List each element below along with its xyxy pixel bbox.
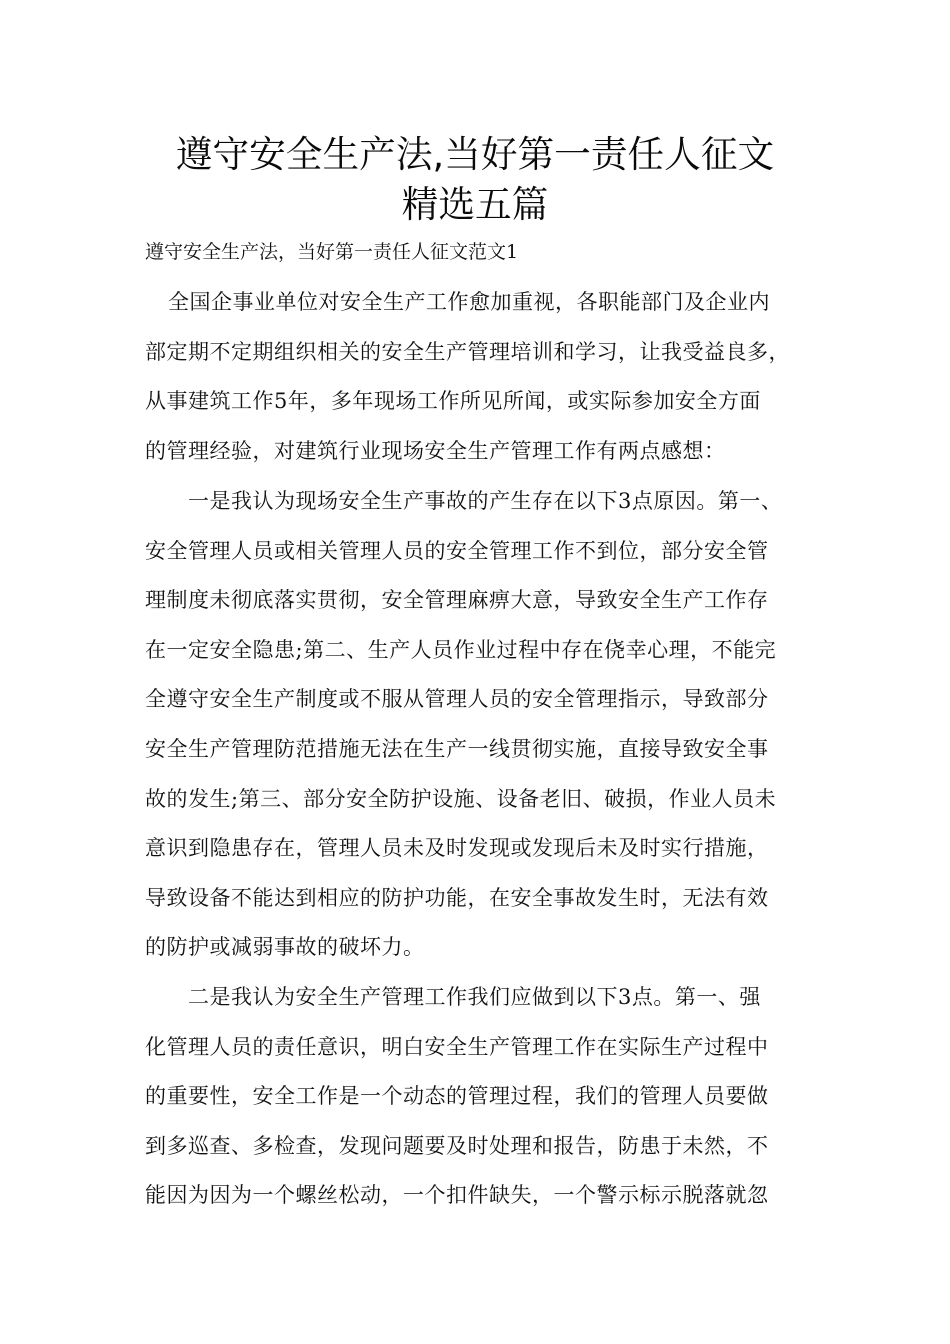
paragraph-1-line-3: 从事建筑工作5年，多年现场工作所见所闻，或实际参加安全方面 [145,389,761,413]
paragraph-2-line-9: 导致设备不能达到相应的防护功能，在安全事故发生时，无法有效 [145,886,769,910]
paragraph-1-line-2: 部定期不定期组织相关的安全生产管理培训和学习，让我受益良多， [145,340,790,364]
paragraph-2-line-10: 的防护或减弱事故的破坏力。 [145,935,425,959]
document-title-line-2: 精选五篇 [401,183,549,226]
paragraph-3-line-2: 化管理人员的责任意识，明白安全生产管理工作在实际生产过程中 [145,1035,769,1059]
paragraph-3-line-4: 到多巡查、多检查，发现问题要及时处理和报告，防患于未然，不 [145,1134,769,1158]
paragraph-3-line-3: 的重要性，安全工作是一个动态的管理过程，我们的管理人员要做 [145,1084,769,1108]
paragraph-1-line-4: 的管理经验，对建筑行业现场安全生产管理工作有两点感想： [145,439,726,463]
paragraph-2-line-1: 一是我认为现场安全生产事故的产生存在以下3点原因。第一、 [188,489,783,513]
paragraph-3-line-5: 能因为因为一个螺丝松动，一个扣件缺失，一个警示标示脱落就忽 [145,1183,769,1207]
paragraph-2-line-6: 安全生产管理防范措施无法在生产一线贯彻实施，直接导致安全事 [145,737,769,761]
section-heading: 遵守安全生产法，当好第一责任人征文范文1 [145,241,519,263]
paragraph-3-line-1: 二是我认为安全生产管理工作我们应做到以下3点。第一、强 [188,985,761,1009]
paragraph-2-line-4: 在一定安全隐患;第二、生产人员作业过程中存在侥幸心理，不能完 [145,638,777,662]
paragraph-2-line-8: 意识到隐患存在，管理人员未及时发现或发现后未及时实行措施， [145,836,769,860]
paragraph-2-line-5: 全遵守安全生产制度或不服从管理人员的安全管理指示，导致部分 [145,687,769,711]
document-title-line-1: 遵守安全生产法,当好第一责任人征文 [175,133,775,176]
paragraph-2-line-3: 理制度未彻底落实贯彻，安全管理麻痹大意，导致安全生产工作存 [145,588,769,612]
paragraph-1-line-1: 全国企事业单位对安全生产工作愈加重视，各职能部门及企业内 [168,290,770,314]
paragraph-2-line-7: 故的发生;第三、部分安全防护设施、设备老旧、破损，作业人员未 [145,787,777,811]
paragraph-2-line-2: 安全管理人员或相关管理人员的安全管理工作不到位，部分安全管 [145,539,769,563]
